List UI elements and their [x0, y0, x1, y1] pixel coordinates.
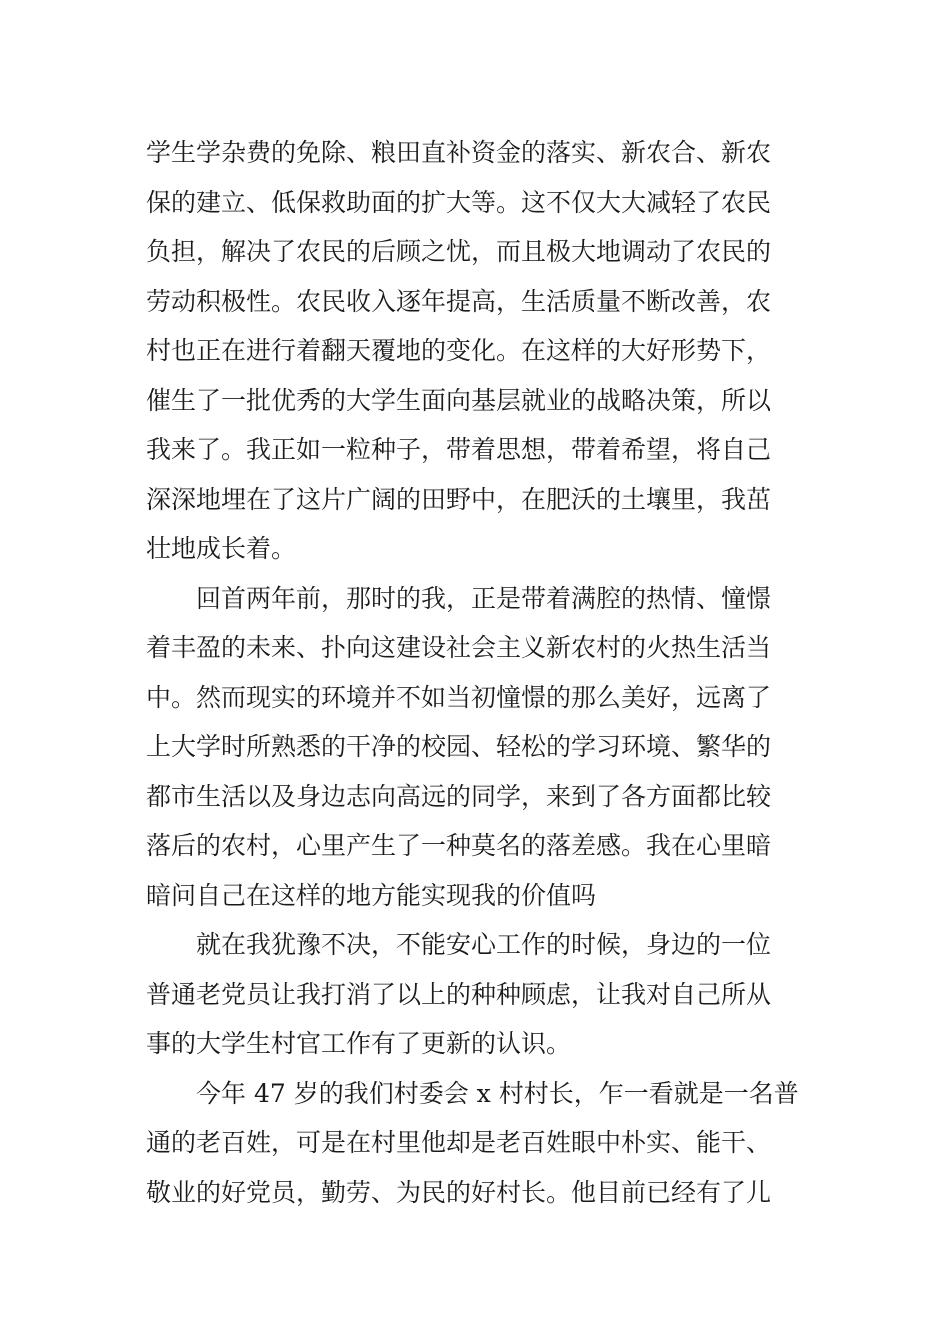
text-line: 都市生活以及身边志向高远的同学，来到了各方面都比较: [146, 781, 772, 811]
text-line-first-indented: 今年 47 岁的我们村委会 x 村村长，乍一看就是一名普: [196, 1078, 799, 1108]
document-body: [146, 128, 806, 1217]
paragraph-3: [146, 920, 806, 1069]
text-line: 敬业的好党员，勤劳、为民的好村长。他目前已经有了儿: [146, 1177, 772, 1207]
text-line: 催生了一批优秀的大学生面向基层就业的战略决策，所以: [146, 385, 772, 415]
paragraph-4: [146, 1069, 806, 1218]
text-line: 壮地成长着。: [146, 534, 297, 563]
paragraph-1: [146, 128, 806, 574]
text-line-first-indented: 就在我犹豫不决，不能安心工作的时候，身边的一位: [196, 930, 772, 959]
text-line: 暗问自己在这样的地方能实现我的价值吗: [146, 880, 597, 910]
text-line: 落后的农村，心里产生了一种莫名的落差感。我在心里暗: [146, 831, 772, 860]
text-line: 保的建立、低保救助面的扩大等。这不仅大大减轻了农民: [146, 187, 772, 217]
text-line: 负担，解决了农民的后顾之忧，而且极大地调动了农民的: [146, 237, 772, 266]
text-line: 村也正在进行着翻天覆地的变化。在这样的大好形势下，: [146, 336, 772, 365]
text-line: 深深地埋在了这片广阔的田野中，在肥沃的土壤里，我茁: [146, 484, 772, 514]
text-line-first-indented: 回首两年前，那时的我，正是带着满腔的热情、憧憬: [196, 583, 772, 613]
text-line: 普通老党员让我打消了以上的种种顾虑，让我对自己所从: [146, 979, 772, 1009]
paragraph-2: [146, 574, 806, 921]
text-line: 我来了。我正如一粒种子，带着思想，带着希望，将自己: [146, 435, 772, 464]
text-line: 事的大学生村官工作有了更新的认识。: [146, 1029, 572, 1058]
text-line: 劳动积极性。农民收入逐年提高，生活质量不断改善，农: [146, 286, 772, 316]
text-line: 通的老百姓，可是在村里他却是老百姓眼中朴实、能干、: [146, 1128, 772, 1157]
text-line: 上大学时所熟悉的干净的校园、轻松的学习环境、繁华的: [146, 732, 772, 761]
text-line: 学生学杂费的免除、粮田直补资金的落实、新农合、新农: [146, 138, 772, 167]
text-line: 着丰盈的未来、扑向这建设社会主义新农村的火热生活当: [146, 633, 772, 662]
text-line: 中。然而现实的环境并不如当初憧憬的那么美好，远离了: [146, 682, 772, 712]
